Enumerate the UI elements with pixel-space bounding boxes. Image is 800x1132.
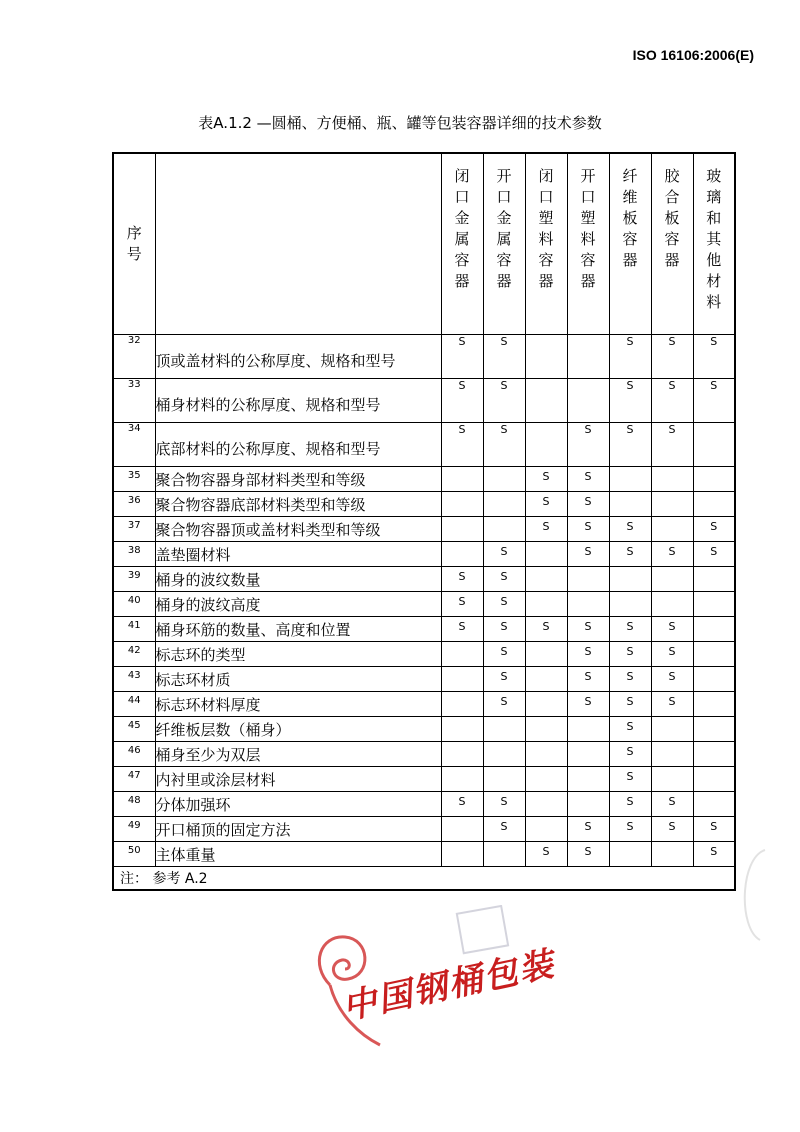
requirement-cell: S: [609, 717, 651, 742]
requirement-cell: S: [651, 667, 693, 692]
requirement-cell: S: [483, 617, 525, 642]
requirement-cell: [441, 717, 483, 742]
table-header-row: [113, 153, 735, 335]
requirement-cell: [567, 742, 609, 767]
requirement-cell: S: [483, 379, 525, 423]
requirement-cell: S: [609, 517, 651, 542]
requirement-cell: [525, 379, 567, 423]
requirement-cell: S: [609, 542, 651, 567]
requirement-cell: [441, 467, 483, 492]
table-row: [113, 742, 735, 767]
requirement-cell: [693, 642, 735, 667]
row-number: 42: [113, 642, 155, 667]
requirement-cell: S: [651, 423, 693, 467]
row-item-name: 桶身至少为双层: [155, 742, 441, 767]
row-number: 37: [113, 517, 155, 542]
requirement-cell: S: [567, 817, 609, 842]
requirement-cell: S: [483, 335, 525, 379]
requirement-cell: S: [609, 642, 651, 667]
table-row: [113, 617, 735, 642]
requirement-cell: [651, 592, 693, 617]
requirement-cell: [609, 492, 651, 517]
row-number: 45: [113, 717, 155, 742]
table-row: [113, 717, 735, 742]
requirement-cell: [609, 842, 651, 867]
requirement-cell: [693, 567, 735, 592]
spec-table: [112, 152, 736, 891]
requirement-cell: [525, 335, 567, 379]
requirement-cell: S: [441, 792, 483, 817]
row-number: 34: [113, 423, 155, 467]
requirement-cell: [525, 592, 567, 617]
row-item-name: 桶身材料的公称厚度、规格和型号: [155, 379, 441, 423]
table-row: [113, 692, 735, 717]
column-header: 开口金属容器: [483, 153, 525, 335]
requirement-cell: [651, 767, 693, 792]
row-number: 48: [113, 792, 155, 817]
table-row: [113, 379, 735, 423]
requirement-cell: [525, 567, 567, 592]
row-number: 47: [113, 767, 155, 792]
requirement-cell: [483, 767, 525, 792]
requirement-cell: S: [609, 767, 651, 792]
requirement-cell: [567, 767, 609, 792]
column-header: 闭口塑料容器: [525, 153, 567, 335]
requirement-cell: [441, 742, 483, 767]
requirement-cell: S: [441, 379, 483, 423]
requirement-cell: [441, 767, 483, 792]
table-note: 注： 参考 A.2: [113, 867, 735, 891]
requirement-cell: S: [567, 692, 609, 717]
requirement-cell: S: [693, 335, 735, 379]
table-row: [113, 335, 735, 379]
row-item-name: 标志环材质: [155, 667, 441, 692]
requirement-cell: [441, 817, 483, 842]
requirement-cell: S: [441, 423, 483, 467]
requirement-cell: S: [609, 742, 651, 767]
requirement-cell: S: [483, 592, 525, 617]
requirement-cell: [525, 717, 567, 742]
requirement-cell: S: [567, 617, 609, 642]
row-item-name: 内衬里或涂层材料: [155, 767, 441, 792]
row-item-name: 聚合物容器身部材料类型和等级: [155, 467, 441, 492]
requirement-cell: [609, 592, 651, 617]
requirement-cell: S: [609, 423, 651, 467]
column-header: 开口塑料容器: [567, 153, 609, 335]
requirement-cell: [441, 642, 483, 667]
requirement-cell: S: [525, 467, 567, 492]
requirement-cell: S: [693, 842, 735, 867]
requirement-cell: S: [483, 692, 525, 717]
row-number: 44: [113, 692, 155, 717]
requirement-cell: [525, 767, 567, 792]
requirement-cell: S: [651, 335, 693, 379]
table-row: [113, 667, 735, 692]
row-number: 33: [113, 379, 155, 423]
row-item-name: 桶身的波纹高度: [155, 592, 441, 617]
requirement-cell: S: [483, 423, 525, 467]
table-row: [113, 792, 735, 817]
table-row: [113, 767, 735, 792]
requirement-cell: [651, 492, 693, 517]
requirement-cell: S: [567, 492, 609, 517]
row-item-name: 分体加强环: [155, 792, 441, 817]
requirement-cell: [693, 423, 735, 467]
requirement-cell: S: [525, 842, 567, 867]
row-number: 50: [113, 842, 155, 867]
requirement-cell: S: [483, 817, 525, 842]
row-number: 40: [113, 592, 155, 617]
row-item-name: 标志环的类型: [155, 642, 441, 667]
row-number: 38: [113, 542, 155, 567]
requirement-cell: [483, 717, 525, 742]
row-number: 32: [113, 335, 155, 379]
requirement-cell: [567, 379, 609, 423]
requirement-cell: [651, 467, 693, 492]
requirement-cell: S: [651, 542, 693, 567]
requirement-cell: [525, 792, 567, 817]
requirement-cell: S: [609, 667, 651, 692]
row-item-name: 标志环材料厚度: [155, 692, 441, 717]
requirement-cell: S: [693, 817, 735, 842]
table-row: [113, 467, 735, 492]
requirement-cell: [525, 742, 567, 767]
requirement-cell: S: [651, 817, 693, 842]
requirement-cell: S: [651, 642, 693, 667]
column-header: 胶合板容器: [651, 153, 693, 335]
table-row: [113, 517, 735, 542]
requirement-cell: S: [609, 617, 651, 642]
requirement-cell: S: [567, 467, 609, 492]
requirement-cell: [441, 517, 483, 542]
requirement-cell: [693, 592, 735, 617]
requirement-cell: [483, 492, 525, 517]
requirement-cell: S: [567, 642, 609, 667]
requirement-cell: S: [567, 542, 609, 567]
requirement-cell: S: [651, 617, 693, 642]
requirement-cell: [693, 742, 735, 767]
requirement-cell: S: [483, 542, 525, 567]
row-number: 35: [113, 467, 155, 492]
row-item-name: 顶或盖材料的公称厚度、规格和型号: [155, 335, 441, 379]
column-header: 纤维板容器: [609, 153, 651, 335]
requirement-cell: [693, 667, 735, 692]
requirement-cell: S: [567, 517, 609, 542]
requirement-cell: S: [525, 492, 567, 517]
requirement-cell: S: [441, 592, 483, 617]
requirement-cell: [525, 667, 567, 692]
table-body: [113, 335, 735, 867]
row-item-name: 底部材料的公称厚度、规格和型号: [155, 423, 441, 467]
requirement-cell: [609, 567, 651, 592]
column-header: 闭口金属容器: [441, 153, 483, 335]
requirement-cell: [525, 692, 567, 717]
requirement-cell: [651, 842, 693, 867]
requirement-cell: S: [693, 542, 735, 567]
requirement-cell: S: [483, 567, 525, 592]
requirement-cell: S: [651, 379, 693, 423]
requirement-cell: [651, 567, 693, 592]
requirement-cell: [483, 842, 525, 867]
requirement-cell: [651, 717, 693, 742]
requirement-cell: S: [651, 692, 693, 717]
requirement-cell: S: [525, 517, 567, 542]
requirement-cell: S: [609, 792, 651, 817]
requirement-cell: [441, 667, 483, 692]
column-header: 玻璃和其他材料: [693, 153, 735, 335]
requirement-cell: S: [441, 617, 483, 642]
requirement-cell: S: [483, 642, 525, 667]
requirement-cell: S: [609, 335, 651, 379]
table-row: [113, 423, 735, 467]
requirement-cell: [441, 842, 483, 867]
requirement-cell: [651, 742, 693, 767]
requirement-cell: S: [609, 692, 651, 717]
table-row: [113, 817, 735, 842]
standard-number: ISO 16106:2006(E): [632, 47, 754, 63]
row-item-name: 聚合物容器底部材料类型和等级: [155, 492, 441, 517]
row-item-name: 开口桶顶的固定方法: [155, 817, 441, 842]
requirement-cell: [609, 467, 651, 492]
page-curl-decoration: [730, 848, 770, 943]
table-row: [113, 592, 735, 617]
table-row: [113, 842, 735, 867]
requirement-cell: S: [525, 617, 567, 642]
requirement-cell: S: [483, 792, 525, 817]
requirement-cell: [651, 517, 693, 542]
requirement-cell: [525, 542, 567, 567]
requirement-cell: S: [567, 667, 609, 692]
requirement-cell: S: [609, 379, 651, 423]
item-header: [155, 153, 441, 335]
row-item-name: 桶身环筋的数量、高度和位置: [155, 617, 441, 642]
requirement-cell: S: [693, 517, 735, 542]
row-number: 43: [113, 667, 155, 692]
requirement-cell: S: [609, 817, 651, 842]
requirement-cell: S: [441, 335, 483, 379]
requirement-cell: S: [567, 842, 609, 867]
requirement-cell: [693, 767, 735, 792]
row-item-name: 聚合物容器顶或盖材料类型和等级: [155, 517, 441, 542]
requirement-cell: S: [483, 667, 525, 692]
requirement-cell: [567, 567, 609, 592]
row-item-name: 主体重量: [155, 842, 441, 867]
requirement-cell: S: [693, 379, 735, 423]
row-item-name: 纤维板层数（桶身）: [155, 717, 441, 742]
row-number: 39: [113, 567, 155, 592]
requirement-cell: [693, 792, 735, 817]
requirement-cell: [525, 817, 567, 842]
row-item-name: 桶身的波纹数量: [155, 567, 441, 592]
row-number: 36: [113, 492, 155, 517]
requirement-cell: [441, 542, 483, 567]
table-title: 表A.1.2 —圆桶、方便桶、瓶、罐等包装容器详细的技术参数: [198, 114, 602, 132]
requirement-cell: [483, 467, 525, 492]
requirement-cell: [525, 642, 567, 667]
row-number: 46: [113, 742, 155, 767]
requirement-cell: S: [441, 567, 483, 592]
requirement-cell: [693, 492, 735, 517]
requirement-cell: [525, 423, 567, 467]
requirement-cell: [483, 742, 525, 767]
requirement-cell: [693, 617, 735, 642]
row-number: 41: [113, 617, 155, 642]
watermark-text: 中国钢桶包装: [338, 943, 559, 1028]
requirement-cell: [567, 335, 609, 379]
requirement-cell: [693, 467, 735, 492]
requirement-cell: [441, 692, 483, 717]
requirement-cell: [567, 717, 609, 742]
row-number: 49: [113, 817, 155, 842]
requirement-cell: [567, 592, 609, 617]
requirement-cell: S: [567, 423, 609, 467]
requirement-cell: [441, 492, 483, 517]
requirement-cell: [567, 792, 609, 817]
table-row: [113, 542, 735, 567]
row-item-name: 盖垫圈材料: [155, 542, 441, 567]
table-row: [113, 492, 735, 517]
requirement-cell: [483, 517, 525, 542]
seq-header: 序号: [113, 153, 155, 335]
requirement-cell: S: [651, 792, 693, 817]
table-row: [113, 567, 735, 592]
requirement-cell: [693, 717, 735, 742]
table-row: [113, 642, 735, 667]
requirement-cell: [693, 692, 735, 717]
note-row: [113, 867, 735, 891]
